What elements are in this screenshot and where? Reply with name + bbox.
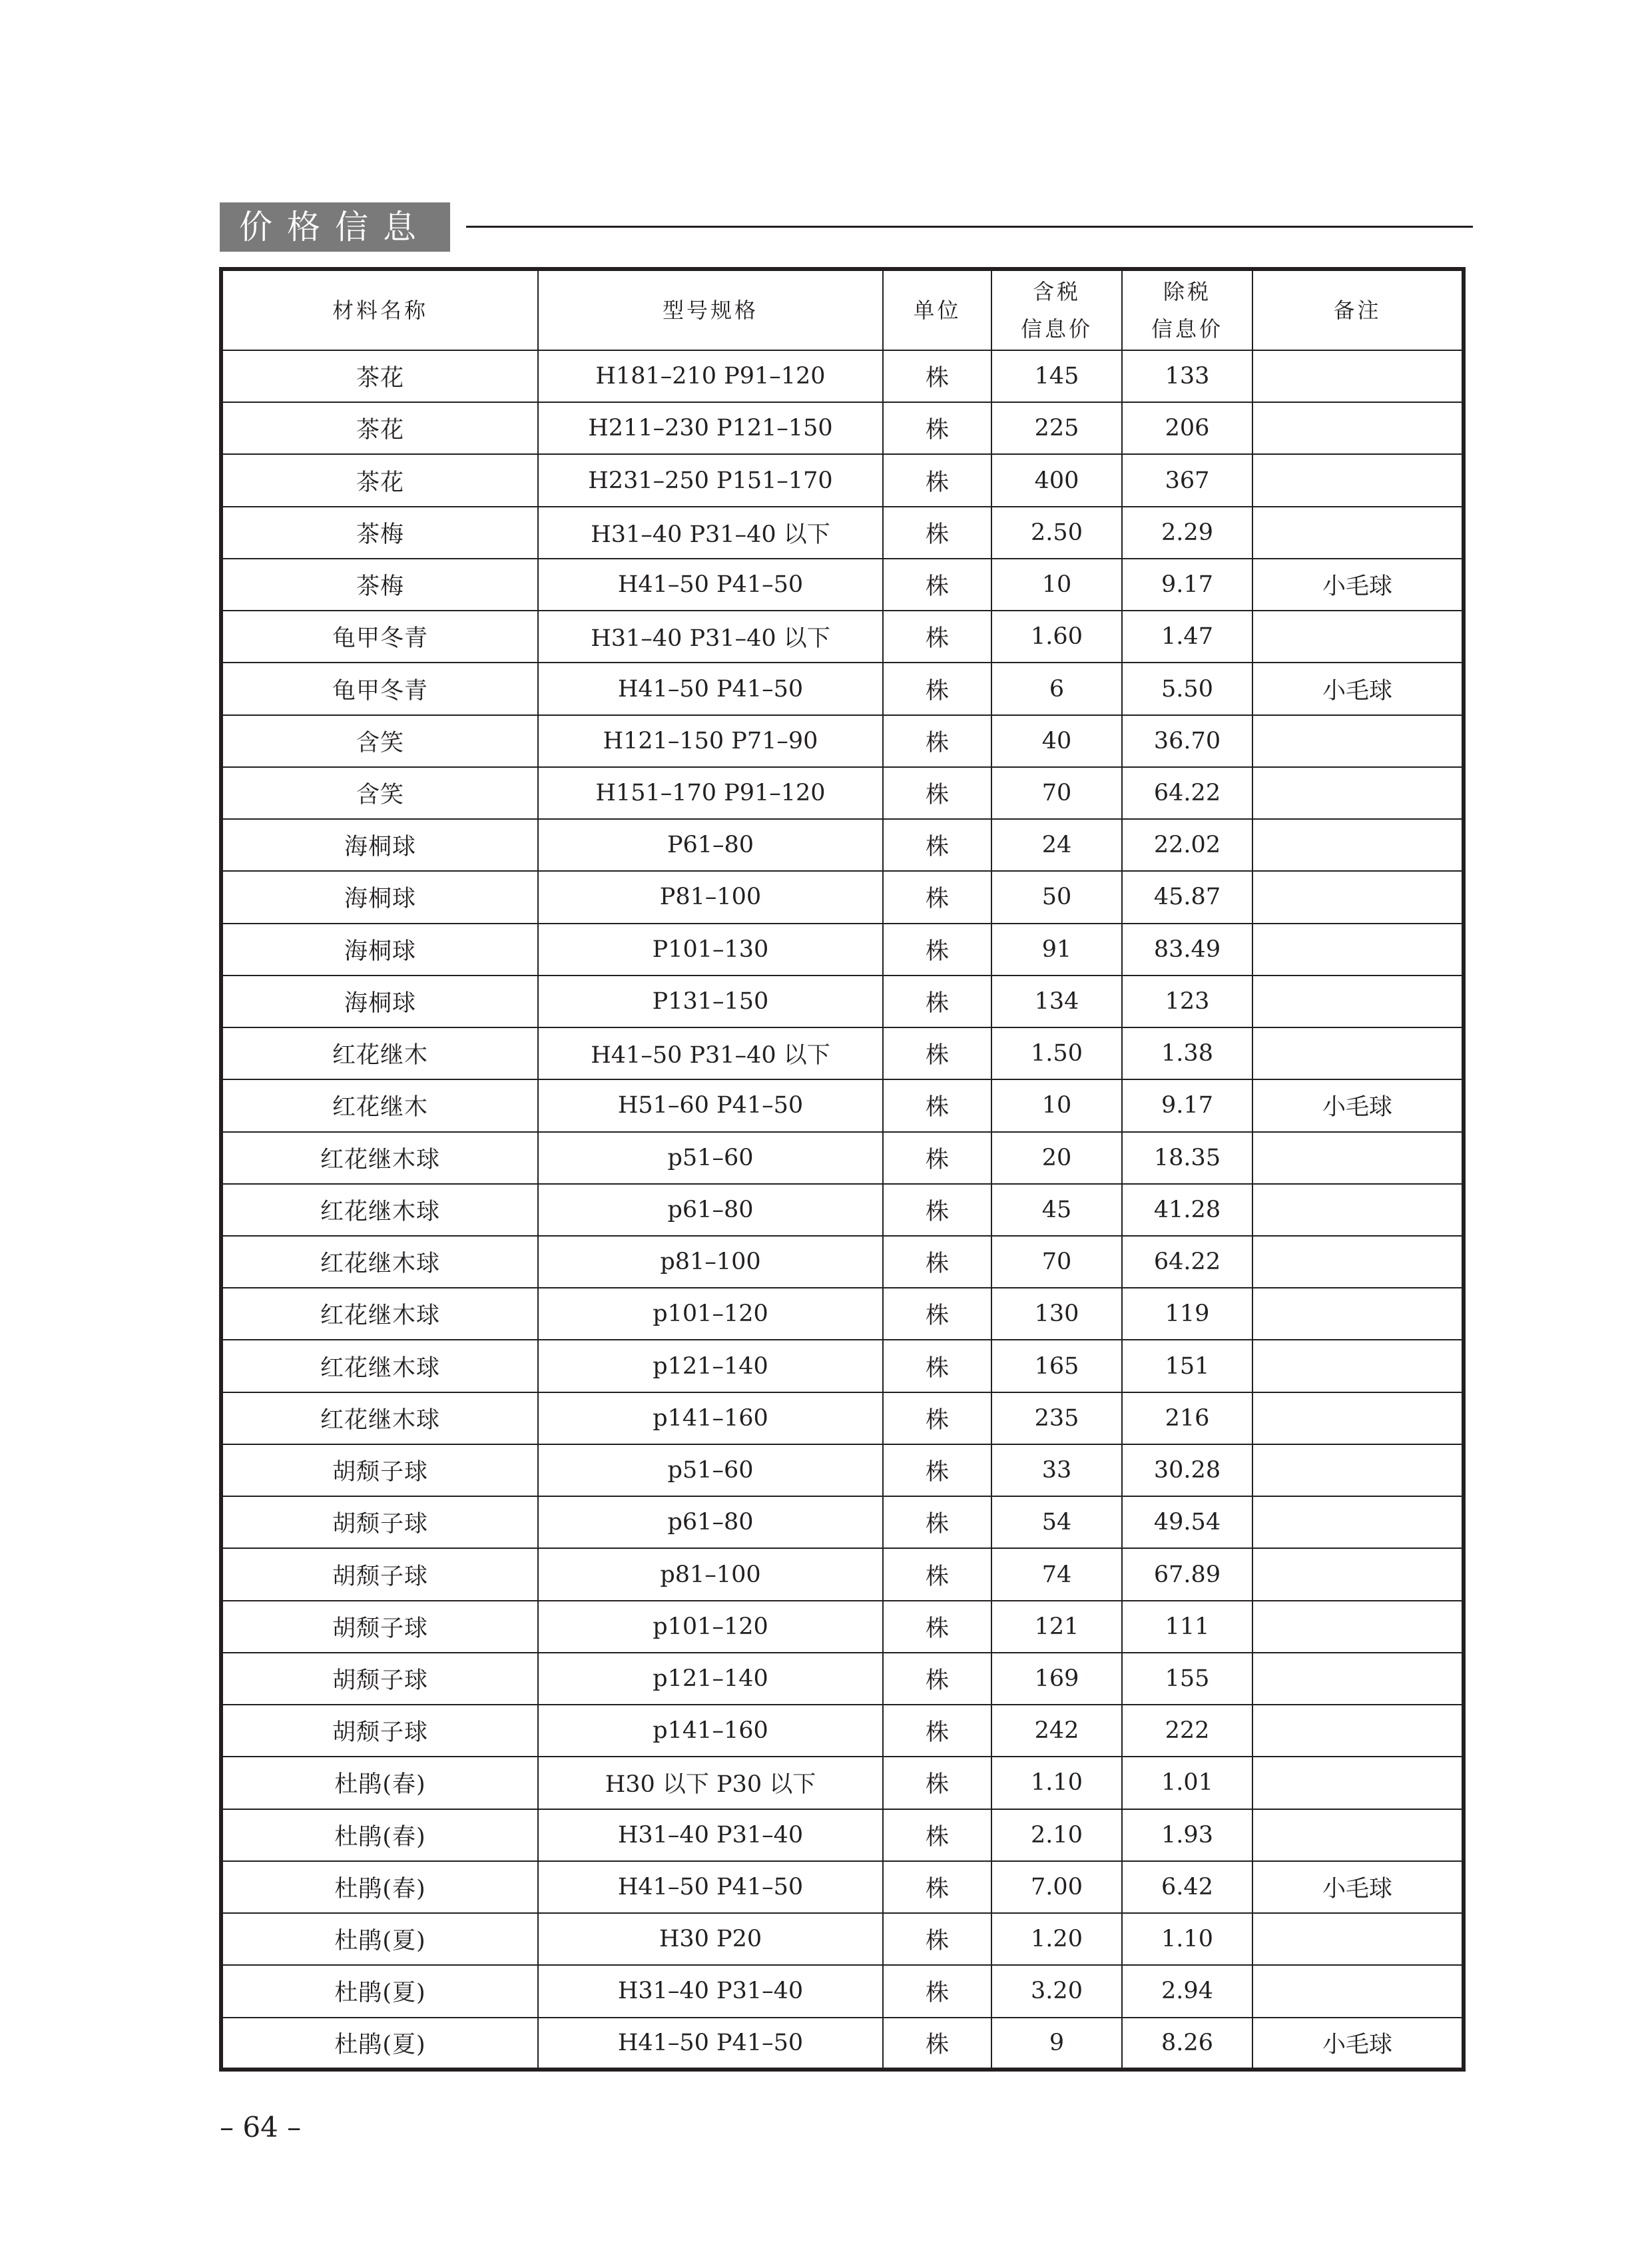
cell-tax-included-price: 3.20 — [991, 1965, 1122, 2017]
cell-spec: H41–50 P31–40 以下 — [538, 1027, 883, 1079]
cell-spec: p81–100 — [538, 1236, 883, 1288]
cell-material-name: 胡颓子球 — [221, 1705, 538, 1757]
cell-note — [1252, 1340, 1464, 1392]
cell-tax-excluded-price: 111 — [1122, 1601, 1252, 1653]
cell-material-name: 杜鹃(春) — [221, 1809, 538, 1861]
table-row — [221, 402, 1464, 454]
cell-tax-excluded-price: 5.50 — [1122, 663, 1252, 714]
cell-spec: p141–160 — [538, 1392, 883, 1444]
cell-note — [1252, 1444, 1464, 1496]
cell-unit: 株 — [883, 1392, 991, 1444]
table-row — [221, 611, 1464, 663]
cell-tax-excluded-price: 8.26 — [1122, 2018, 1252, 2070]
table-row — [221, 1496, 1464, 1548]
cell-unit: 株 — [883, 454, 991, 506]
cell-note — [1252, 611, 1464, 663]
cell-unit: 株 — [883, 1861, 991, 1913]
table-row — [221, 1184, 1464, 1236]
cell-unit: 株 — [883, 715, 991, 767]
table-row — [221, 1861, 1464, 1913]
cell-material-name: 茶花 — [221, 402, 538, 454]
cell-unit: 株 — [883, 1913, 991, 1965]
cell-unit: 株 — [883, 1079, 991, 1131]
cell-material-name: 杜鹃(夏) — [221, 2018, 538, 2070]
cell-material-name: 红花继木 — [221, 1079, 538, 1131]
cell-unit: 株 — [883, 871, 991, 923]
table-row — [221, 559, 1464, 611]
cell-spec: P61–80 — [538, 819, 883, 871]
cell-tax-included-price: 20 — [991, 1132, 1122, 1184]
cell-note: 小毛球 — [1252, 663, 1464, 714]
cell-spec: H31–40 P31–40 以下 — [538, 507, 883, 559]
cell-note — [1252, 1965, 1464, 2017]
cell-spec: p101–120 — [538, 1601, 883, 1653]
cell-tax-included-price: 70 — [991, 767, 1122, 819]
cell-unit: 株 — [883, 402, 991, 454]
cell-unit: 株 — [883, 976, 991, 1027]
table-row — [221, 1757, 1464, 1809]
cell-material-name: 杜鹃(春) — [221, 1757, 538, 1809]
cell-unit: 株 — [883, 350, 991, 402]
table-row — [221, 1548, 1464, 1600]
cell-unit: 株 — [883, 1132, 991, 1184]
header-rule — [466, 226, 1473, 228]
table-row — [221, 1809, 1464, 1861]
cell-spec: H30 P20 — [538, 1913, 883, 1965]
cell-note: 小毛球 — [1252, 1079, 1464, 1131]
cell-tax-excluded-price: 367 — [1122, 454, 1252, 506]
cell-tax-excluded-price: 1.10 — [1122, 1913, 1252, 1965]
cell-material-name: 红花继木球 — [221, 1236, 538, 1288]
table-row — [221, 924, 1464, 976]
cell-unit: 株 — [883, 767, 991, 819]
table-row — [221, 1236, 1464, 1288]
cell-spec: p51–60 — [538, 1132, 883, 1184]
cell-note — [1252, 1392, 1464, 1444]
cell-spec: p121–140 — [538, 1653, 883, 1705]
table-row — [221, 1132, 1464, 1184]
cell-tax-included-price: 1.20 — [991, 1913, 1122, 1965]
table-row — [221, 819, 1464, 871]
cell-spec: p141–160 — [538, 1705, 883, 1757]
cell-tax-included-price: 70 — [991, 1236, 1122, 1288]
cell-spec: P131–150 — [538, 976, 883, 1027]
cell-material-name: 龟甲冬青 — [221, 611, 538, 663]
cell-note — [1252, 871, 1464, 923]
cell-material-name: 杜鹃(夏) — [221, 1965, 538, 2017]
cell-note — [1252, 767, 1464, 819]
cell-spec: p121–140 — [538, 1340, 883, 1392]
cell-note — [1252, 1132, 1464, 1184]
cell-note — [1252, 1548, 1464, 1600]
cell-tax-excluded-price: 9.17 — [1122, 1079, 1252, 1131]
cell-unit: 株 — [883, 611, 991, 663]
cell-tax-excluded-price: 216 — [1122, 1392, 1252, 1444]
cell-material-name: 红花继木球 — [221, 1132, 538, 1184]
cell-unit: 株 — [883, 507, 991, 559]
cell-spec: H231–250 P151–170 — [538, 454, 883, 506]
cell-tax-included-price: 2.50 — [991, 507, 1122, 559]
cell-material-name: 红花继木球 — [221, 1340, 538, 1392]
cell-note — [1252, 1496, 1464, 1548]
cell-unit: 株 — [883, 1236, 991, 1288]
cell-tax-excluded-price: 133 — [1122, 350, 1252, 402]
cell-spec: p81–100 — [538, 1548, 883, 1600]
cell-note — [1252, 1705, 1464, 1757]
cell-unit: 株 — [883, 1705, 991, 1757]
cell-tax-excluded-price: 49.54 — [1122, 1496, 1252, 1548]
cell-material-name: 胡颓子球 — [221, 1548, 538, 1600]
cell-tax-excluded-price: 9.17 — [1122, 559, 1252, 611]
price-table — [219, 267, 1466, 2072]
col-header-spec: 型号规格 — [538, 269, 883, 350]
cell-spec: H31–40 P31–40 — [538, 1965, 883, 2017]
cell-tax-included-price: 2.10 — [991, 1809, 1122, 1861]
cell-spec: H31–40 P31–40 以下 — [538, 611, 883, 663]
cell-tax-included-price: 1.10 — [991, 1757, 1122, 1809]
cell-tax-included-price: 45 — [991, 1184, 1122, 1236]
cell-unit: 株 — [883, 663, 991, 714]
cell-material-name: 茶花 — [221, 350, 538, 402]
table-row — [221, 871, 1464, 923]
table-row — [221, 1705, 1464, 1757]
cell-unit: 株 — [883, 1184, 991, 1236]
cell-material-name: 含笑 — [221, 767, 538, 819]
cell-spec: P81–100 — [538, 871, 883, 923]
cell-note — [1252, 350, 1464, 402]
cell-unit: 株 — [883, 1653, 991, 1705]
col-header-tax-included-line1: 含税 — [1032, 279, 1081, 304]
cell-tax-excluded-price: 6.42 — [1122, 1861, 1252, 1913]
table-row — [221, 767, 1464, 819]
cell-unit: 株 — [883, 2018, 991, 2070]
cell-tax-excluded-price: 83.49 — [1122, 924, 1252, 976]
cell-unit: 株 — [883, 1496, 991, 1548]
cell-unit: 株 — [883, 1601, 991, 1653]
cell-note — [1252, 1027, 1464, 1079]
cell-spec: H181–210 P91–120 — [538, 350, 883, 402]
cell-unit: 株 — [883, 1444, 991, 1496]
cell-spec: p61–80 — [538, 1184, 883, 1236]
cell-material-name: 海桐球 — [221, 871, 538, 923]
cell-material-name: 红花继木球 — [221, 1288, 538, 1340]
cell-unit: 株 — [883, 559, 991, 611]
col-header-tax-included-line2: 信息价 — [1020, 316, 1093, 342]
col-header-note: 备注 — [1252, 269, 1464, 350]
col-header-tax-excluded-line1: 除税 — [1163, 279, 1211, 304]
cell-tax-excluded-price: 2.29 — [1122, 507, 1252, 559]
cell-tax-included-price: 50 — [991, 871, 1122, 923]
cell-material-name: 茶梅 — [221, 507, 538, 559]
cell-spec: H41–50 P41–50 — [538, 663, 883, 714]
cell-tax-excluded-price: 2.94 — [1122, 1965, 1252, 2017]
cell-tax-excluded-price: 1.93 — [1122, 1809, 1252, 1861]
cell-tax-included-price: 54 — [991, 1496, 1122, 1548]
cell-tax-excluded-price: 64.22 — [1122, 767, 1252, 819]
cell-material-name: 胡颓子球 — [221, 1496, 538, 1548]
cell-note — [1252, 507, 1464, 559]
cell-material-name: 红花继木 — [221, 1027, 538, 1079]
cell-tax-excluded-price: 1.47 — [1122, 611, 1252, 663]
cell-tax-included-price: 165 — [991, 1340, 1122, 1392]
cell-tax-included-price: 235 — [991, 1392, 1122, 1444]
section-title-tag: 价格信息 — [220, 202, 450, 252]
cell-tax-excluded-price: 64.22 — [1122, 1236, 1252, 1288]
cell-note — [1252, 924, 1464, 976]
col-header-unit: 单位 — [883, 269, 991, 350]
cell-note — [1252, 1601, 1464, 1653]
cell-spec: p101–120 — [538, 1288, 883, 1340]
cell-note — [1252, 1653, 1464, 1705]
col-header-tax-included-price — [991, 269, 1122, 350]
cell-tax-included-price: 242 — [991, 1705, 1122, 1757]
cell-material-name: 胡颓子球 — [221, 1601, 538, 1653]
cell-spec: p61–80 — [538, 1496, 883, 1548]
cell-tax-excluded-price: 119 — [1122, 1288, 1252, 1340]
cell-spec: H211–230 P121–150 — [538, 402, 883, 454]
cell-tax-excluded-price: 18.35 — [1122, 1132, 1252, 1184]
table-row — [221, 454, 1464, 506]
cell-note — [1252, 1913, 1464, 1965]
cell-spec: H41–50 P41–50 — [538, 1861, 883, 1913]
cell-tax-included-price: 9 — [991, 2018, 1122, 2070]
table-row — [221, 1288, 1464, 1340]
cell-unit: 株 — [883, 1757, 991, 1809]
cell-tax-included-price: 121 — [991, 1601, 1122, 1653]
cell-material-name: 胡颓子球 — [221, 1444, 538, 1496]
cell-tax-excluded-price: 45.87 — [1122, 871, 1252, 923]
cell-spec: H151–170 P91–120 — [538, 767, 883, 819]
cell-tax-excluded-price: 36.70 — [1122, 715, 1252, 767]
cell-unit: 株 — [883, 1548, 991, 1600]
table-row — [221, 2018, 1464, 2070]
cell-material-name: 海桐球 — [221, 976, 538, 1027]
cell-tax-excluded-price: 30.28 — [1122, 1444, 1252, 1496]
cell-tax-included-price: 225 — [991, 402, 1122, 454]
cell-material-name: 海桐球 — [221, 819, 538, 871]
cell-tax-included-price: 24 — [991, 819, 1122, 871]
cell-material-name: 胡颓子球 — [221, 1653, 538, 1705]
cell-note — [1252, 819, 1464, 871]
cell-unit: 株 — [883, 1809, 991, 1861]
cell-material-name: 杜鹃(夏) — [221, 1913, 538, 1965]
page-number: – 64 – — [220, 2111, 302, 2143]
table-row — [221, 1913, 1464, 1965]
cell-tax-included-price: 145 — [991, 350, 1122, 402]
cell-spec: H30 以下 P30 以下 — [538, 1757, 883, 1809]
cell-tax-included-price: 6 — [991, 663, 1122, 714]
cell-tax-excluded-price: 222 — [1122, 1705, 1252, 1757]
cell-spec: H41–50 P41–50 — [538, 559, 883, 611]
cell-unit: 株 — [883, 1027, 991, 1079]
cell-material-name: 茶花 — [221, 454, 538, 506]
cell-tax-included-price: 10 — [991, 559, 1122, 611]
cell-tax-excluded-price: 155 — [1122, 1653, 1252, 1705]
cell-tax-included-price: 130 — [991, 1288, 1122, 1340]
cell-tax-included-price: 74 — [991, 1548, 1122, 1600]
table-row — [221, 1965, 1464, 2017]
col-header-tax-excluded-line2: 信息价 — [1151, 316, 1223, 342]
cell-note — [1252, 1288, 1464, 1340]
cell-tax-excluded-price: 67.89 — [1122, 1548, 1252, 1600]
cell-tax-included-price: 10 — [991, 1079, 1122, 1131]
cell-spec: P101–130 — [538, 924, 883, 976]
table-row — [221, 1027, 1464, 1079]
cell-spec: H51–60 P41–50 — [538, 1079, 883, 1131]
cell-tax-excluded-price: 41.28 — [1122, 1184, 1252, 1236]
col-header-tax-excluded-price — [1122, 269, 1252, 350]
cell-note — [1252, 402, 1464, 454]
cell-note: 小毛球 — [1252, 559, 1464, 611]
cell-tax-included-price: 1.60 — [991, 611, 1122, 663]
cell-material-name: 红花继木球 — [221, 1392, 538, 1444]
cell-material-name: 龟甲冬青 — [221, 663, 538, 714]
cell-tax-excluded-price: 151 — [1122, 1340, 1252, 1392]
table-row — [221, 976, 1464, 1027]
cell-unit: 株 — [883, 924, 991, 976]
cell-unit: 株 — [883, 1340, 991, 1392]
cell-unit: 株 — [883, 819, 991, 871]
cell-tax-included-price: 40 — [991, 715, 1122, 767]
table-row — [221, 1653, 1464, 1705]
cell-material-name: 红花继木球 — [221, 1184, 538, 1236]
cell-note: 小毛球 — [1252, 1861, 1464, 1913]
cell-note — [1252, 715, 1464, 767]
table-row — [221, 1444, 1464, 1496]
cell-note — [1252, 1809, 1464, 1861]
cell-tax-included-price: 169 — [991, 1653, 1122, 1705]
col-header-name: 材料名称 — [221, 269, 538, 350]
cell-tax-included-price: 33 — [991, 1444, 1122, 1496]
cell-note — [1252, 1184, 1464, 1236]
table-row — [221, 1392, 1464, 1444]
cell-tax-included-price: 400 — [991, 454, 1122, 506]
table-row — [221, 1601, 1464, 1653]
cell-note — [1252, 1757, 1464, 1809]
cell-spec: H121–150 P71–90 — [538, 715, 883, 767]
cell-spec: H31–40 P31–40 — [538, 1809, 883, 1861]
cell-spec: H41–50 P41–50 — [538, 2018, 883, 2070]
cell-tax-excluded-price: 22.02 — [1122, 819, 1252, 871]
table-header-row — [221, 269, 1464, 350]
table-row — [221, 663, 1464, 714]
cell-note: 小毛球 — [1252, 2018, 1464, 2070]
table-row — [221, 507, 1464, 559]
cell-tax-excluded-price: 123 — [1122, 976, 1252, 1027]
table-row — [221, 350, 1464, 402]
table-row — [221, 1079, 1464, 1131]
cell-tax-included-price: 7.00 — [991, 1861, 1122, 1913]
cell-tax-excluded-price: 206 — [1122, 402, 1252, 454]
cell-material-name: 杜鹃(春) — [221, 1861, 538, 1913]
cell-tax-included-price: 91 — [991, 924, 1122, 976]
cell-material-name: 含笑 — [221, 715, 538, 767]
price-table-body — [221, 350, 1464, 2070]
cell-note — [1252, 454, 1464, 506]
table-row — [221, 1340, 1464, 1392]
cell-note — [1252, 976, 1464, 1027]
cell-tax-included-price: 1.50 — [991, 1027, 1122, 1079]
cell-unit: 株 — [883, 1288, 991, 1340]
cell-note — [1252, 1236, 1464, 1288]
cell-material-name: 海桐球 — [221, 924, 538, 976]
cell-tax-excluded-price: 1.38 — [1122, 1027, 1252, 1079]
cell-material-name: 茶梅 — [221, 559, 538, 611]
cell-tax-included-price: 134 — [991, 976, 1122, 1027]
cell-spec: p51–60 — [538, 1444, 883, 1496]
cell-tax-excluded-price: 1.01 — [1122, 1757, 1252, 1809]
table-row — [221, 715, 1464, 767]
cell-unit: 株 — [883, 1965, 991, 2017]
